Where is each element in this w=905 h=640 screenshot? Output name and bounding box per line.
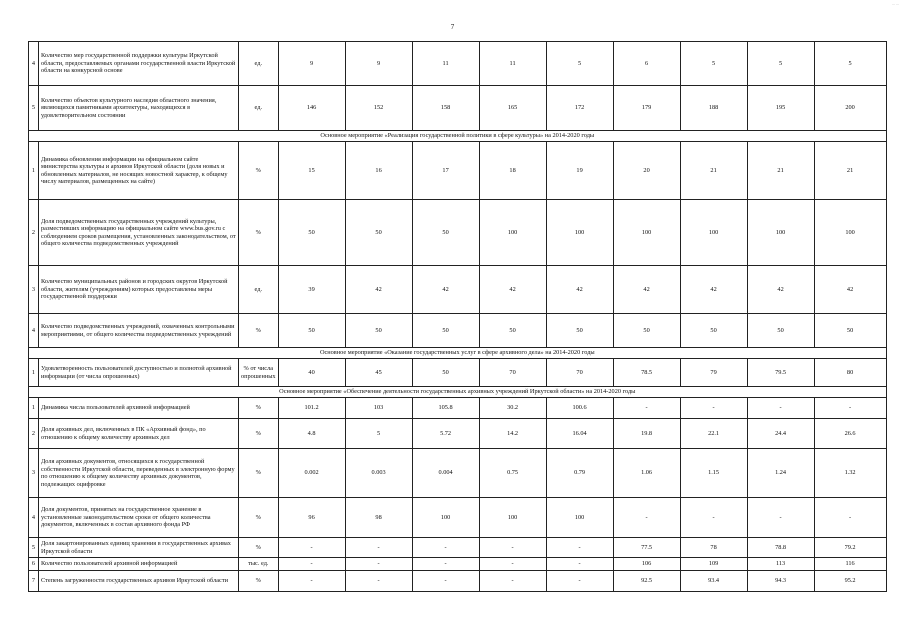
unit-cell: % — [239, 142, 279, 200]
unit-cell: % — [239, 571, 279, 592]
value-cell: 100 — [747, 200, 814, 266]
unit-cell: ед. — [239, 266, 279, 314]
value-cell: 70 — [479, 359, 546, 387]
indicator-name: Доля архивных дел, включенных в ПК «Архивный фонд», по отношению к общему количеству архивных дел — [39, 419, 239, 449]
indicator-name: Доля закартонированных единиц хранения в государственных архивах Иркутской области — [39, 538, 239, 558]
value-cell: 42 — [680, 266, 747, 314]
indicator-name: Динамика обновления информации на официальном сайте министерства культуры и архивов Иркутской области (доля новых и обновленных материалов, не носящих новостной характер, к общему числу материалов, размещенных на сайте) — [39, 142, 239, 200]
value-cell: 179 — [613, 86, 680, 131]
value-cell: 50 — [546, 314, 613, 348]
value-cell: 100.6 — [546, 398, 613, 419]
indicator-name: Количество мер государственной поддержки культуры Иркутской области, предоставляемых органами государственной власти Иркутской области на конкурсной основе — [39, 42, 239, 86]
value-cell: 100 — [680, 200, 747, 266]
value-cell: - — [345, 538, 412, 558]
value-cell: 94.3 — [747, 571, 814, 592]
value-cell: 103 — [345, 398, 412, 419]
value-cell: 9 — [345, 42, 412, 86]
indicator-name: Доля архивных документов, относящихся к государственной собственности Иркутской области, переведенных в электронную форму по отношению к общему количеству архивных документов, подлежащих оцифровке — [39, 449, 239, 498]
value-cell: - — [278, 538, 345, 558]
value-cell: 93.4 — [680, 571, 747, 592]
unit-cell: ед. — [239, 86, 279, 131]
unit-cell: % — [239, 314, 279, 348]
value-cell: 101.2 — [278, 398, 345, 419]
value-cell: 152 — [345, 86, 412, 131]
table-row — [29, 498, 887, 538]
value-cell: 105.8 — [412, 398, 479, 419]
value-cell: 172 — [546, 86, 613, 131]
value-cell: 50 — [680, 314, 747, 348]
indicator-name: Динамика числа пользователей архивной информацией — [39, 398, 239, 419]
value-cell: 42 — [613, 266, 680, 314]
unit-cell: % — [239, 449, 279, 498]
indicator-name: Доля документов, принятых на государственное хранение в установленные законодательством сроки от общего количества документов, включенных в состав архивного фонда РФ — [39, 498, 239, 538]
corner-mark: ... ... — [892, 1, 899, 6]
indicator-name: Степень загруженности государственных архивов Иркутской области — [39, 571, 239, 592]
indicator-name: Доля подведомственных государственных учреждений культуры, разместивших информацию на официальном сайте www.bus.gov.ru с соблюдением сроков размещения, установленных законодательством, от общего количества подведомственных учреждений — [39, 200, 239, 266]
section-title: Основное мероприятие «Оказание государственных услуг в сфере архивного дела» на 2014-2020 годы — [29, 348, 887, 359]
value-cell: 80 — [814, 359, 886, 387]
value-cell: 1.06 — [613, 449, 680, 498]
value-cell: 70 — [546, 359, 613, 387]
value-cell: 50 — [345, 200, 412, 266]
value-cell: 0.75 — [479, 449, 546, 498]
value-cell: 5.72 — [412, 419, 479, 449]
table-row — [29, 398, 887, 419]
value-cell: 17 — [412, 142, 479, 200]
table-row — [29, 538, 887, 558]
row-number: 2 — [29, 419, 39, 449]
table-row — [29, 42, 887, 86]
unit-cell: тыс. ед. — [239, 558, 279, 571]
indicator-name: Количество муниципальных районов и городских округов Иркутской области, жителям (учреждениям) которых предоставлены меры государственной поддержки — [39, 266, 239, 314]
unit-cell: % — [239, 538, 279, 558]
value-cell: - — [345, 571, 412, 592]
value-cell: - — [412, 558, 479, 571]
value-cell: 0.79 — [546, 449, 613, 498]
value-cell: 92.5 — [613, 571, 680, 592]
value-cell: 100 — [546, 498, 613, 538]
value-cell: 79.5 — [747, 359, 814, 387]
value-cell: 18 — [479, 142, 546, 200]
row-number: 1 — [29, 398, 39, 419]
value-cell: 15 — [278, 142, 345, 200]
value-cell: 42 — [814, 266, 886, 314]
value-cell: 195 — [747, 86, 814, 131]
section-title: Основное мероприятие «Реализация государственной политики в сфере культуры» на 2014-2020 годы — [29, 131, 887, 142]
value-cell: 50 — [479, 314, 546, 348]
value-cell: 100 — [546, 200, 613, 266]
value-cell: 100 — [613, 200, 680, 266]
value-cell: 50 — [613, 314, 680, 348]
value-cell: - — [278, 571, 345, 592]
value-cell: 39 — [278, 266, 345, 314]
value-cell: 22.1 — [680, 419, 747, 449]
value-cell: 11 — [479, 42, 546, 86]
value-cell: 0.003 — [345, 449, 412, 498]
unit-cell: % — [239, 200, 279, 266]
value-cell: 42 — [479, 266, 546, 314]
value-cell: - — [479, 558, 546, 571]
value-cell: 146 — [278, 86, 345, 131]
value-cell: 5 — [814, 42, 886, 86]
value-cell: 100 — [479, 200, 546, 266]
row-number: 5 — [29, 86, 39, 131]
table-row — [29, 571, 887, 592]
value-cell: 1.24 — [747, 449, 814, 498]
value-cell: - — [278, 558, 345, 571]
value-cell: - — [546, 571, 613, 592]
value-cell: 14.2 — [479, 419, 546, 449]
value-cell: - — [814, 498, 886, 538]
value-cell: 0.002 — [278, 449, 345, 498]
value-cell: 19 — [546, 142, 613, 200]
row-number: 5 — [29, 538, 39, 558]
value-cell: - — [546, 558, 613, 571]
value-cell: 42 — [546, 266, 613, 314]
unit-cell: ед. — [239, 42, 279, 86]
value-cell: 24.4 — [747, 419, 814, 449]
table-row — [29, 266, 887, 314]
value-cell: 50 — [747, 314, 814, 348]
value-cell: 5 — [747, 42, 814, 86]
row-number: 4 — [29, 42, 39, 86]
value-cell: 100 — [412, 498, 479, 538]
value-cell: 78.8 — [747, 538, 814, 558]
value-cell: 21 — [680, 142, 747, 200]
unit-cell: % — [239, 398, 279, 419]
value-cell: 21 — [814, 142, 886, 200]
value-cell: 6 — [613, 42, 680, 86]
row-number: 6 — [29, 558, 39, 571]
value-cell: - — [747, 498, 814, 538]
row-number: 7 — [29, 571, 39, 592]
unit-cell: % от числа опрошенных — [239, 359, 279, 387]
value-cell: 40 — [278, 359, 345, 387]
value-cell: 78 — [680, 538, 747, 558]
table-row — [29, 86, 887, 131]
unit-cell: % — [239, 419, 279, 449]
value-cell: 50 — [814, 314, 886, 348]
table-row — [29, 558, 887, 571]
table-row — [29, 359, 887, 387]
value-cell: 20 — [613, 142, 680, 200]
row-number: 3 — [29, 266, 39, 314]
row-number: 2 — [29, 200, 39, 266]
value-cell: - — [546, 538, 613, 558]
table-row — [29, 200, 887, 266]
row-number: 3 — [29, 449, 39, 498]
table-row — [29, 314, 887, 348]
value-cell: 79 — [680, 359, 747, 387]
value-cell: - — [613, 398, 680, 419]
value-cell: 42 — [412, 266, 479, 314]
table-row — [29, 419, 887, 449]
value-cell: 1.32 — [814, 449, 886, 498]
value-cell: 5 — [680, 42, 747, 86]
section-row — [29, 131, 887, 142]
row-number: 4 — [29, 314, 39, 348]
value-cell: 26.6 — [814, 419, 886, 449]
unit-cell: % — [239, 498, 279, 538]
row-number: 1 — [29, 142, 39, 200]
indicator-name: Удовлетворенность пользователей доступностью и полнотой архивной информации (от числа опрошенных) — [39, 359, 239, 387]
section-row — [29, 348, 887, 359]
value-cell: 77.5 — [613, 538, 680, 558]
value-cell: 42 — [345, 266, 412, 314]
value-cell: 188 — [680, 86, 747, 131]
value-cell: 5 — [345, 419, 412, 449]
table-row — [29, 142, 887, 200]
value-cell: 50 — [412, 314, 479, 348]
value-cell: 9 — [278, 42, 345, 86]
value-cell: 113 — [747, 558, 814, 571]
value-cell: - — [680, 398, 747, 419]
value-cell: 1.15 — [680, 449, 747, 498]
value-cell: - — [747, 398, 814, 419]
value-cell: 45 — [345, 359, 412, 387]
section-row — [29, 387, 887, 398]
value-cell: - — [412, 538, 479, 558]
value-cell: - — [680, 498, 747, 538]
value-cell: 0.004 — [412, 449, 479, 498]
value-cell: 50 — [345, 314, 412, 348]
value-cell: 19.8 — [613, 419, 680, 449]
value-cell: 100 — [479, 498, 546, 538]
value-cell: 158 — [412, 86, 479, 131]
value-cell: 78.5 — [613, 359, 680, 387]
value-cell: 50 — [278, 200, 345, 266]
value-cell: - — [345, 558, 412, 571]
value-cell: 200 — [814, 86, 886, 131]
value-cell: 79.2 — [814, 538, 886, 558]
indicator-name: Количество объектов культурного наследия областного значения, являющихся памятниками архитектуры, находящихся в удовлетворительном состоянии — [39, 86, 239, 131]
row-number: 1 — [29, 359, 39, 387]
table-body — [29, 42, 887, 592]
value-cell: 98 — [345, 498, 412, 538]
indicators-table — [28, 41, 887, 592]
value-cell: 100 — [814, 200, 886, 266]
value-cell: 16.04 — [546, 419, 613, 449]
value-cell: 4.8 — [278, 419, 345, 449]
value-cell: 50 — [412, 200, 479, 266]
value-cell: 30.2 — [479, 398, 546, 419]
value-cell: - — [412, 571, 479, 592]
value-cell: 50 — [278, 314, 345, 348]
value-cell: 21 — [747, 142, 814, 200]
page-number: 7 — [450, 23, 455, 31]
value-cell: 106 — [613, 558, 680, 571]
value-cell: 165 — [479, 86, 546, 131]
value-cell: 116 — [814, 558, 886, 571]
value-cell: 16 — [345, 142, 412, 200]
value-cell: - — [613, 498, 680, 538]
indicator-name: Количество пользователей архивной информацией — [39, 558, 239, 571]
table-row — [29, 449, 887, 498]
value-cell: 5 — [546, 42, 613, 86]
value-cell: - — [479, 538, 546, 558]
value-cell: - — [479, 571, 546, 592]
value-cell: 109 — [680, 558, 747, 571]
value-cell: 96 — [278, 498, 345, 538]
row-number: 4 — [29, 498, 39, 538]
indicator-name: Количество подведомственных учреждений, охваченных контрольными мероприятиями, от общего количества подведомственных учреждений — [39, 314, 239, 348]
value-cell: 50 — [412, 359, 479, 387]
value-cell: 95.2 — [814, 571, 886, 592]
section-title: Основное мероприятие «Обеспечение деятельности государственных архивных учреждений Иркутской области» на 2014-2020 годы — [29, 387, 887, 398]
value-cell: 11 — [412, 42, 479, 86]
value-cell: - — [814, 398, 886, 419]
value-cell: 42 — [747, 266, 814, 314]
